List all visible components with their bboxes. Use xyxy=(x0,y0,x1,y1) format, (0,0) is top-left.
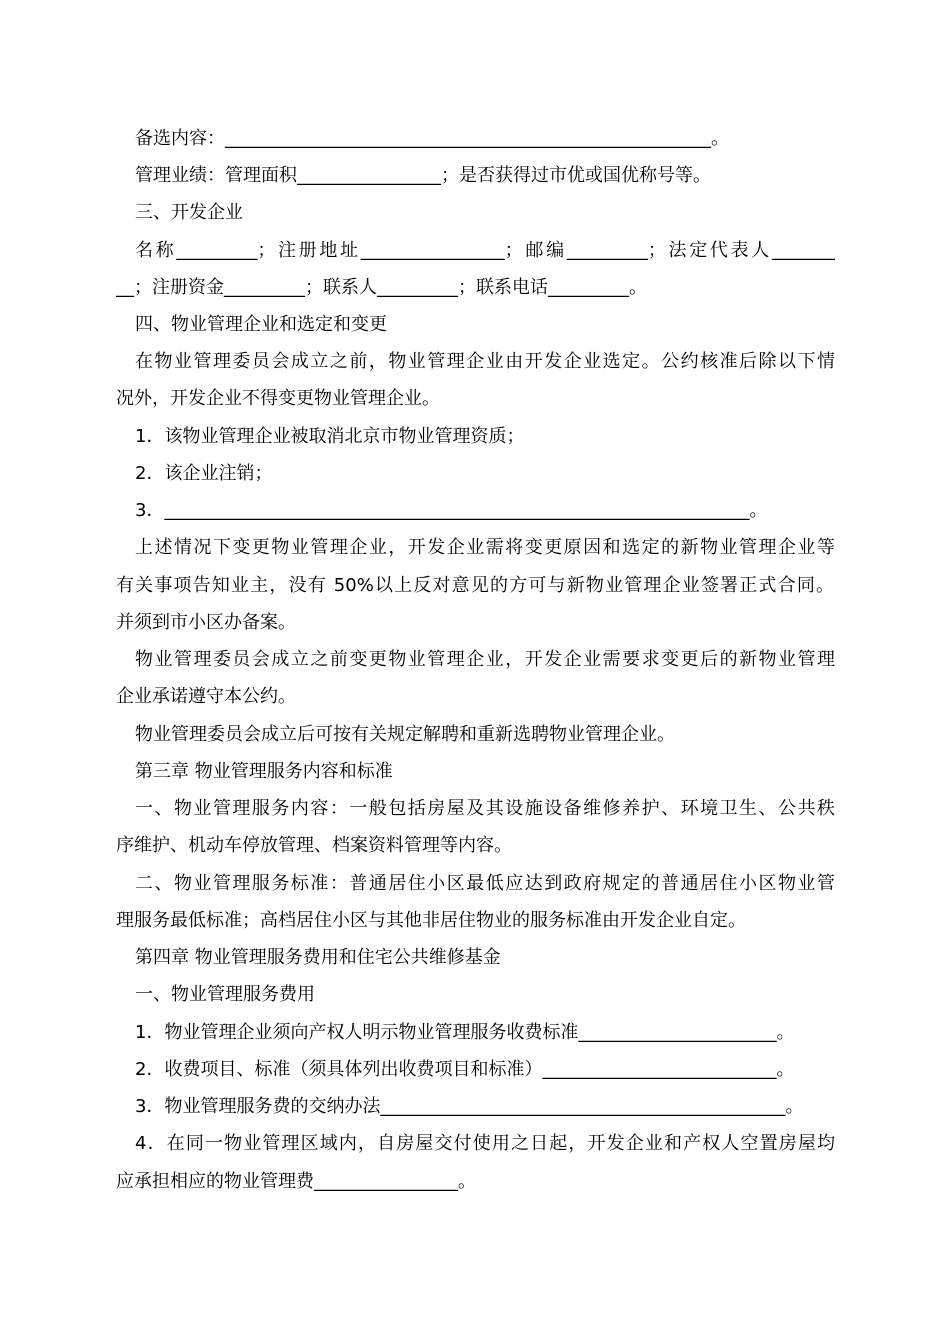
paragraph-line: 在物业管理委员会成立之前，物业管理企业由开发企业选定。公约核准后除以下情 xyxy=(135,351,835,372)
developer-info-line-2: __；注册资金_________；联系人_________；联系电话_________。 xyxy=(116,277,647,298)
section-heading-fees: 一、物业管理服务费用 xyxy=(135,984,315,1005)
paragraph-line: 况外，开发企业不得变更物业管理企业。 xyxy=(116,388,440,409)
paragraph-line: 一、物业管理服务内容：一般包括房屋及其设施设备维修养护、环境卫生、公共秩 xyxy=(135,798,835,819)
list-item: 3．_________________________________________________________________。 xyxy=(135,500,768,521)
section-heading-developer: 三、开发企业 xyxy=(135,202,243,223)
paragraph-line: 企业承诺遵守本公约。 xyxy=(116,686,296,707)
management-performance-line: 管理业绩：管理面积________________；是否获得过市优或国优称号等。 xyxy=(135,165,711,186)
paragraph-line: 并须到市小区办备案。 xyxy=(116,612,296,633)
list-item: 2．该企业注销； xyxy=(135,463,273,484)
list-item: 4．在同一物业管理区域内，自房屋交付使用之日起，开发企业和产权人空置房屋均 xyxy=(135,1133,835,1154)
chapter-heading: 第三章 物业管理服务内容和标准 xyxy=(135,761,393,782)
paragraph-line: 有关事项告知业主，没有 50%以上反对意见的方可与新物业管理企业签署正式合同。 xyxy=(116,575,834,596)
developer-info-line-1: 名称_________；注册地址________________；邮编_________；法定代表人_______ xyxy=(135,240,835,261)
chapter-heading: 第四章 物业管理服务费用和住宅公共维修基金 xyxy=(135,947,501,968)
section-heading-selection: 四、物业管理企业和选定和变更 xyxy=(135,314,387,335)
list-item: 2．收费项目、标准（须具体列出收费项目和标准）__________________________。 xyxy=(135,1059,795,1080)
paragraph-line: 序维护、机动车停放管理、档案资料管理等内容。 xyxy=(116,835,512,856)
paragraph-line: 物业管理委员会成立后可按有关规定解聘和重新选聘物业管理企业。 xyxy=(135,724,675,745)
paragraph-line: 物业管理委员会成立之前变更物业管理企业，开发企业需要求变更后的新物业管理 xyxy=(135,649,835,670)
optional-content-line: 备选内容：______________________________________________________。 xyxy=(135,128,729,149)
paragraph-line: 应承担相应的物业管理费________________。 xyxy=(116,1171,476,1192)
paragraph-line: 上述情况下变更物业管理企业，开发企业需将变更原因和选定的新物业管理企业等 xyxy=(135,537,835,558)
list-item: 1．该物业管理企业被取消北京市物业管理资质； xyxy=(135,426,525,447)
paragraph-line: 二、物业管理服务标准：普通居住小区最低应达到政府规定的普通居住小区物业管 xyxy=(135,873,835,894)
list-item: 1．物业管理企业须向产权人明示物业管理服务收费标准______________________。 xyxy=(135,1022,795,1043)
paragraph-line: 理服务最低标准；高档居住小区与其他非居住物业的服务标准由开发企业自定。 xyxy=(116,910,746,931)
list-item: 3．物业管理服务费的交纳办法_____________________________________________。 xyxy=(135,1096,804,1117)
